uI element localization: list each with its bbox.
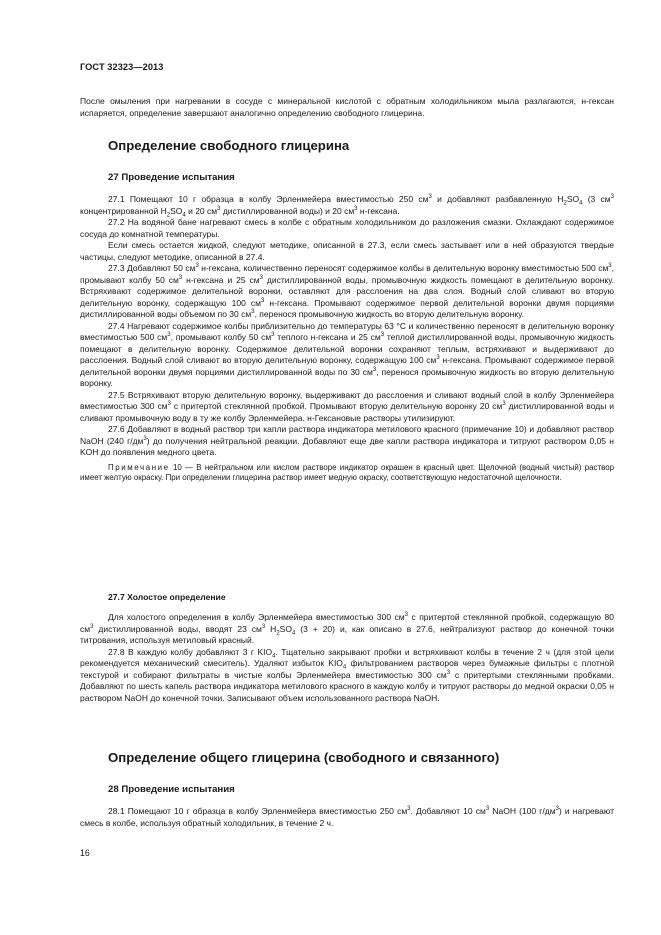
subsection-title-28: 28 Проведение испытания [108,784,235,795]
section-27-body [80,194,614,484]
note-10: Примечание 10 — В нейтральном или кислом растворе индикатор окрашен в красный цвет. Щелочной (водный чистый) раствор имеет желтую окраску. При определении глицерина раствор имеет медную окраску, соответствующую недостаточной щелочности. [80,462,614,483]
section-28-body [80,806,614,829]
paragraph-27-2: 27.2 На водяной бане нагревают смесь в колбе с обратным холодильником до разложения смазки. Охлаждают содержимое сосуда до комнатной температуры. [80,217,614,239]
intro-text: После омыления при нагревании в сосуде с минеральной кислотой с обратным холодильником мыла разлагаются, н-гексан испаряется, определение завершают аналогично определению свободного глицерина. [80,96,614,118]
paragraph-27-8: 27.8 В каждую колбу добавляют 3 г $KIO_4$. Тщательно закрывают пробки и встряхивают колбы в течение 2 ч (для этой цели рекомендуется механический смеситель). Удаляют избыток $KIO_4$ фильтрованием растворов через бумажные фильтры с плотной текстурой и собирают фильтраты в чистые колбы Эрленмейера вместимостью 300 $см^3$ с притертыми стеклянными пробками. Добавляют по шесть капель раствора индикатора метилового красного в каждую колбу и титруют растворы до медной окраски 0,05 н раствором NaOH до конечной точки. Записывают объем использованного раствора NaOH. [80,646,614,703]
paragraph-27-1: 27.1 Помещают 10 г образца в колбу Эрленмейера вместимостью 250 $см^3$ и добавляют разбавленную $H_2SO_4$ (3 $см^3$ концентрированной $H_2SO_4$ и 20 $см^3$ дистиллированной воды) и 20 $см^3$ н-гексана. [80,194,614,219]
subsection-title-27-7: 27.7 Холостое определение [108,592,226,602]
paragraph-27-5: 27.5 Встряхивают вторую делительную воронку, выдерживают до расслоения и сливают водный слой в колбу Эрленмейера вместимостью 300 $см^3$ с притертой стеклянной пробкой. Промывают вторую делительную воронку 20 $см^3$ дистиллированной воды и сливают промывочную воду в ту же колбу Эрленмейера. н-Гексановые растворы утилизируют. [80,389,614,423]
paragraph-27-2-cont: Если смесь остается жидкой, следуют методике, описанной в 27.3, если смесь застывает или в ней образуются твердые частицы, следуют методике, описанной в 27.4. [80,240,614,262]
section-title-free-glycerol: Определение свободного глицерина [108,138,350,153]
paragraph-28-1: 28.1 Помещают 10 г образца в колбу Эрленмейера вместимостью 250 $см^3$. Добавляют 10 $см^3$ NaOH (100 $г/дм^3$) и нагревают смесь в колбе, используя обратный холодильник, в течение 2 ч. [80,806,614,828]
page-number: 16 [80,848,90,858]
section-title-total-glycerol: Определение общего глицерина (свободного и связанного) [108,750,500,765]
paragraph-27-7: Для холостого определения в колбу Эрленмейера вместимостью 300 $см^3$ с притертой стеклянной пробкой, содержащую 80 $см^3$ дистиллированной воды, вводят 23 $см^3$ $H_2SO_4$ (3 + 20) и, как описано в 27.6, нейтрализуют раствор до конечной точки титрования, используя метиловый красный. [80,612,614,645]
intro-paragraph [80,96,614,119]
paragraph-27-6: 27.6 Добавляют в водный раствор три капли раствора индикатора метилового красного (примечание 10) и добавляют раствор NaOH (240 $г/дм^3$) до получения нейтральной реакции. Добавляют еще две капли раствора индикатора и титруют раствором 0,05 н KOH до появления медного цвета. [80,424,614,457]
section-27-7-body [80,612,614,704]
document-header: ГОСТ 32323—2013 [80,62,164,72]
note-label: Примечание [108,462,170,472]
subsection-title-27: 27 Проведение испытания [108,172,235,183]
paragraph-27-4: 27.4 Нагревают содержимое колбы приблизительно до температуры 63 °С и количественно переносят в делительную воронку вместимостью 500 $см^3$, промывают колбу 50 $см^3$ теплого н-гексана и 25 $см^3$ теплой дистиллированной воды, промывочную жидкость помещают в делительную воронку. Содержимое делительной воронки сохраняют теплым, встряхивают и выдерживают до расслоения. Водный слой сливают во вторую делительную воронку, содержащую 100 $см^3$ н-гексана. Промывают содержимое первой делительной воронки двумя порциями дистиллированной воды по 30 $см^3$, перенося промывочную жидкость во вторую делительную воронку. [80,320,615,388]
paragraph-27-3: 27.3 Добавляют 50 $см^3$ н-гексана, количественно переносят содержимое колбы в делительную воронку вместимостью 500 $см^3$, промывают колбу 50 $см^3$ н-гексана и 25 $см^3$ дистиллированной воды, промывочную жидкость помещают в делительную воронку. Встряхивают содержимое делительной воронки, оставляют для расслоения на два слоя. Водный слой сливают во вторую делительную воронку, содержащую 100 $см^3$ н-гексана. Промывают содержимое первой делительной воронки двумя порциями дистиллированной воды объемом по 30 $см^3$, перенося промывочную жидкость во вторую делительную воронку. [80,263,615,319]
